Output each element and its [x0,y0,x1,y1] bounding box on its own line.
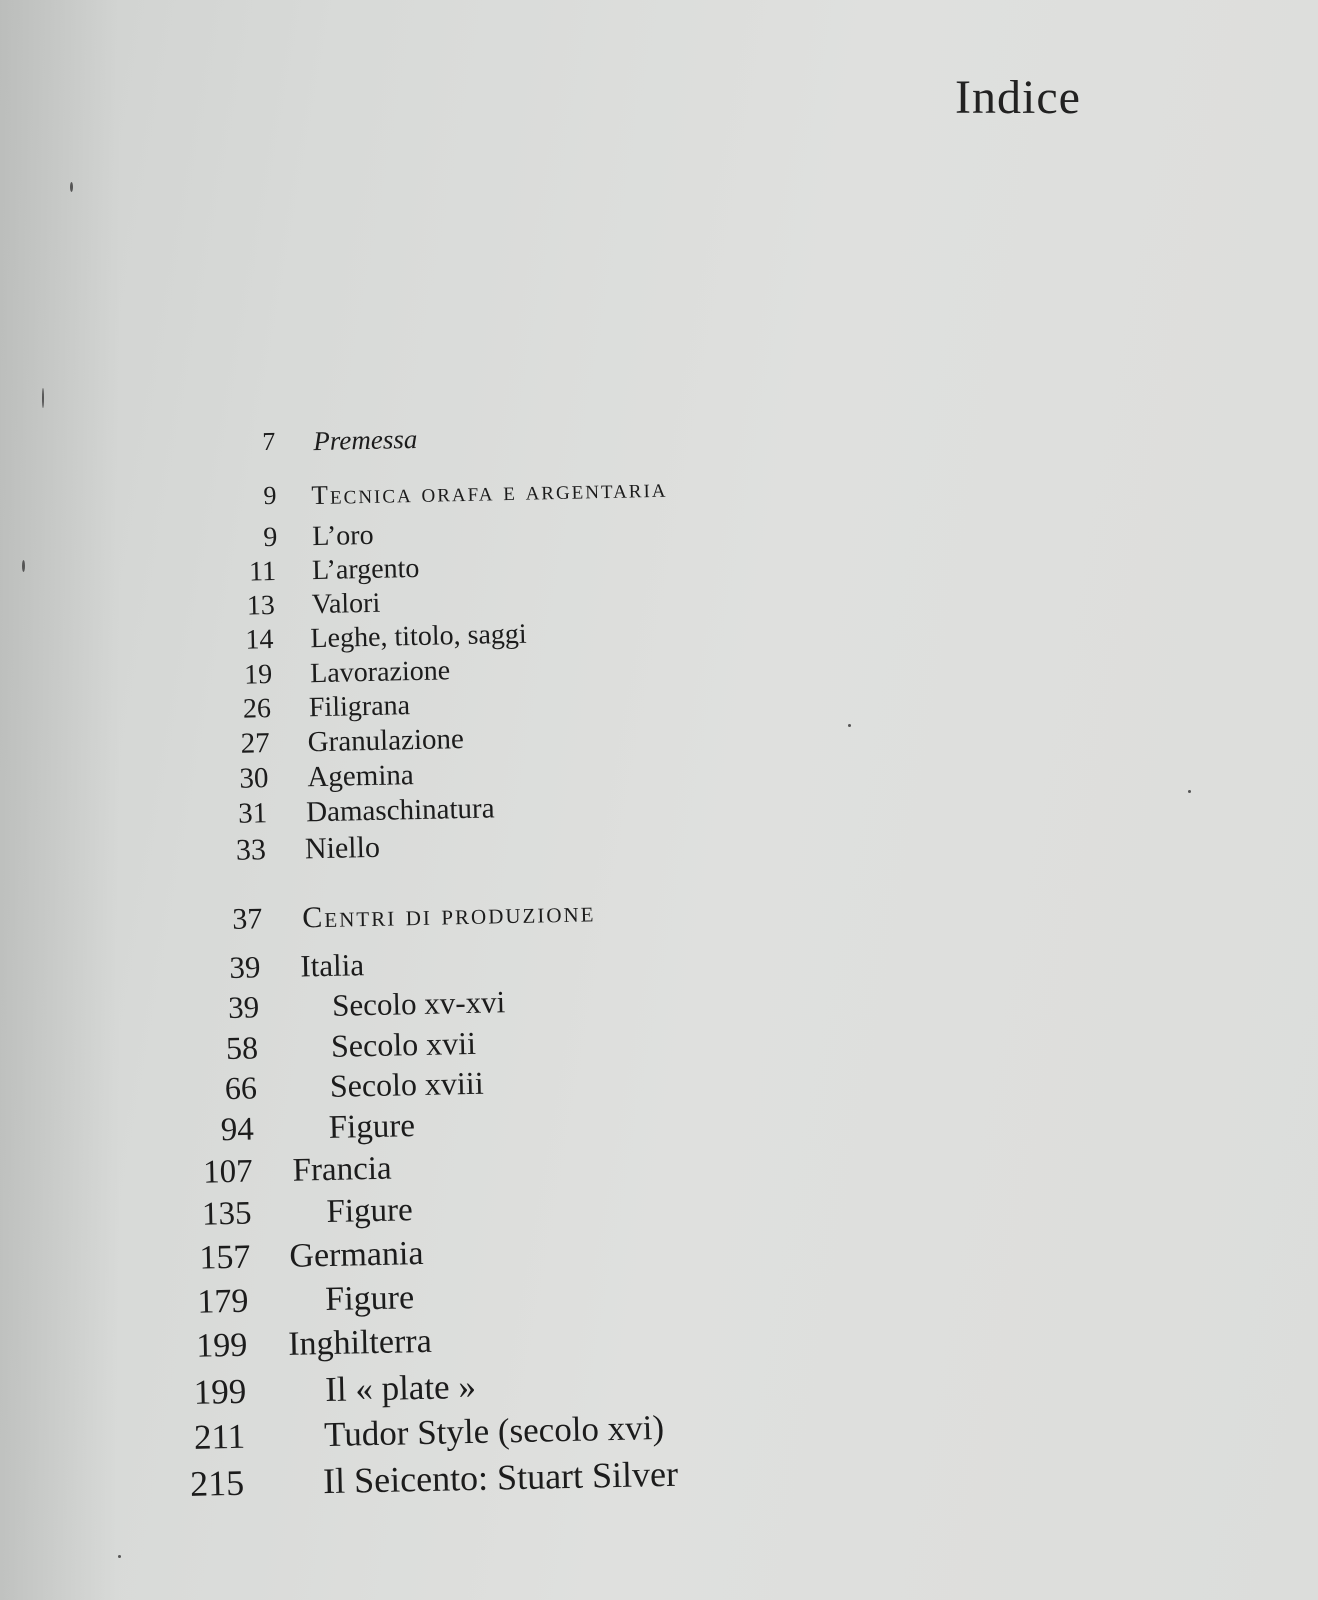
toc-page-number: 13 [246,589,276,622]
toc-page-number: 179 [196,1282,249,1321]
toc-entry-label: L’argento [311,552,420,587]
toc-entry-label: Il « plate » [324,1366,477,1410]
toc-page-number: 27 [240,727,271,760]
toc-entry [199,1227,803,1280]
toc-entry-label: Damaschinatura [305,792,495,829]
paper-speck [70,182,73,192]
toc-page-number: 9 [263,480,277,511]
toc-page-number: 14 [245,623,274,656]
toc-entry-label: Filigrana [308,690,411,724]
toc-entry-label: Figure [326,1192,414,1230]
toc-entry-label: Germania [289,1234,424,1275]
toc-page-number: 30 [239,762,269,795]
toc-entry-label: Inghilterra [287,1322,433,1363]
toc-entry-label: L’oro [312,519,374,553]
paper-speck [848,724,851,727]
toc-entry-label: Leghe, titolo, saggi [310,618,527,655]
toc-page-number: 33 [235,833,267,867]
toc-entry-label: Tudor Style (secolo xvi) [323,1407,665,1455]
toc-page-number: 31 [237,797,268,830]
toc-entry-label: Valori [311,587,381,621]
toc-page-number: 66 [224,1069,258,1107]
toc-section-label: Tecnica orafa e argentaria [311,472,668,511]
toc-page-number: 135 [201,1195,252,1233]
toc-page-number: 26 [242,693,272,725]
toc-entry [196,1271,804,1324]
toc-entry-label: Il Seicento: Stuart Silver [322,1453,679,1502]
toc-page-number: 58 [225,1029,259,1067]
toc-page-number: 157 [199,1238,251,1277]
toc-page-number: 7 [262,426,276,457]
toc-entry [189,1449,848,1504]
page-title: Indice [955,71,1081,124]
toc-entry-label: Niello [304,830,381,866]
toc-page-number: 211 [193,1416,246,1457]
toc-page-number: 107 [202,1153,254,1191]
toc-entry [195,1315,805,1368]
toc-page-number: 19 [243,659,273,691]
toc-entry-label: Premessa [313,423,418,457]
toc-entry [185,418,686,468]
toc-entry-label: Lavorazione [309,655,451,690]
toc-entry-label: Secolo xvii [330,1024,477,1064]
toc-page-number: 94 [220,1111,255,1149]
toc-entry-label: Figure [328,1108,416,1146]
toc-section-heading [195,891,796,944]
toc-page-number: 199 [195,1326,248,1365]
paper-speck [22,560,25,572]
toc-entry-label: Secolo xviii [329,1064,484,1104]
toc-page-number: 39 [228,949,261,985]
paper-speck [118,1555,121,1558]
toc-entry-label: Figure [324,1279,415,1319]
toc-page-number: 215 [189,1462,245,1504]
toc-page-number: 11 [248,555,277,588]
toc-entry-label: Agemina [307,759,415,794]
toc-page-number: 9 [263,521,278,554]
toc-entry [193,1404,847,1457]
toc-page-number: 199 [193,1371,247,1412]
toc-page-number: 37 [232,902,263,936]
toc-entry-label: Italia [299,947,365,984]
toc-page-number: 39 [227,989,260,1026]
toc-entry [193,1360,806,1413]
toc-entry-label: Francia [292,1150,392,1189]
toc-section-label: Centri di produzione [301,895,596,935]
toc-entry-label: Granulazione [307,723,465,759]
paper-speck [42,388,44,408]
paper-speck [1188,790,1191,793]
toc-entry-label: Secolo xv-xvi [331,984,506,1023]
